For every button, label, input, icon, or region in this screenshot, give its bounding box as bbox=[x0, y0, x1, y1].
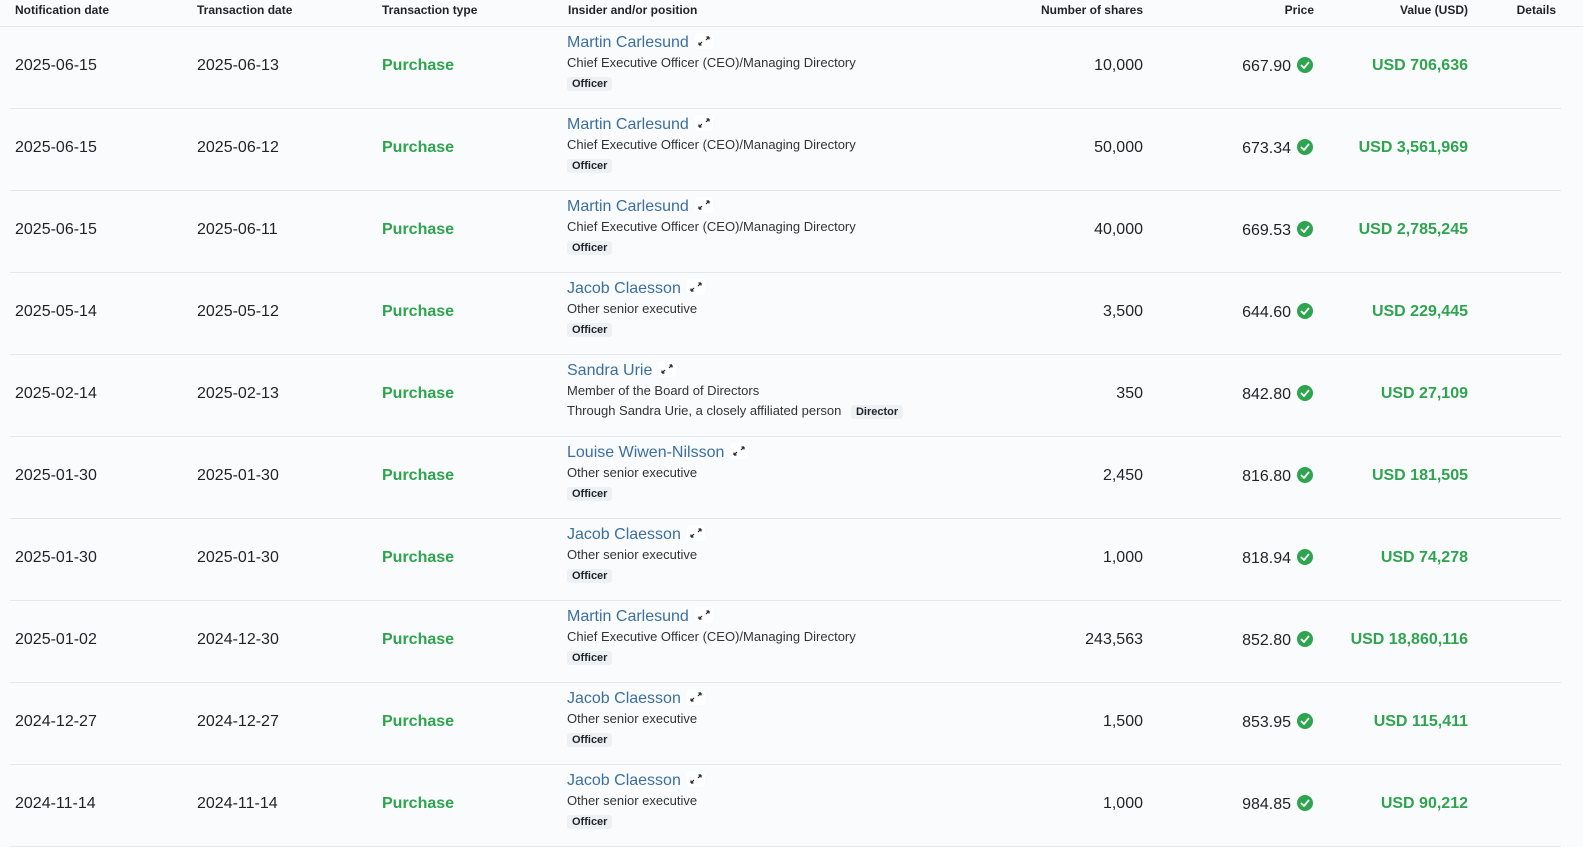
value-usd: USD 229,445 bbox=[1371, 303, 1468, 320]
column-header-shares[interactable]: Number of shares bbox=[1040, 3, 1143, 17]
expand-icon[interactable] bbox=[695, 197, 713, 213]
role-badge: Officer bbox=[567, 651, 612, 665]
value-usd: USD 2,785,245 bbox=[1358, 221, 1468, 238]
price-cell bbox=[1242, 57, 1313, 76]
table-row[interactable] bbox=[10, 601, 1561, 683]
number-of-shares: 1,000 bbox=[1102, 549, 1143, 566]
number-of-shares: 1,500 bbox=[1102, 713, 1143, 730]
value-usd: USD 18,860,116 bbox=[1350, 631, 1468, 648]
column-header-price[interactable]: Price bbox=[1284, 3, 1314, 17]
notification-date: 2025-06-15 bbox=[15, 139, 97, 156]
price-cell bbox=[1242, 385, 1313, 404]
insider-name-link[interactable]: Jacob Claesson bbox=[567, 526, 681, 543]
notification-date: 2024-12-27 bbox=[15, 713, 97, 730]
insider-position: Other senior executive bbox=[567, 711, 698, 726]
price-value: 644.60 bbox=[1242, 304, 1291, 321]
insider-tags bbox=[567, 567, 705, 583]
number-of-shares: 350 bbox=[1116, 385, 1143, 402]
table-row[interactable] bbox=[10, 191, 1561, 273]
insider-name-link[interactable]: Martin Carlesund bbox=[567, 116, 689, 133]
transactions-table-body bbox=[10, 27, 1561, 847]
insider-cell bbox=[567, 361, 903, 419]
transaction-date: 2024-12-30 bbox=[197, 631, 279, 648]
role-badge: Officer bbox=[567, 815, 612, 829]
value-usd: USD 27,109 bbox=[1380, 385, 1468, 402]
transaction-date: 2025-01-30 bbox=[197, 549, 279, 566]
insider-position: Member of the Board of Directors bbox=[567, 383, 760, 398]
price-value: 852.80 bbox=[1242, 632, 1291, 649]
transaction-date: 2025-05-12 bbox=[197, 303, 279, 320]
insider-cell bbox=[567, 607, 856, 665]
price-value: 669.53 bbox=[1242, 222, 1291, 239]
price-cell bbox=[1242, 549, 1313, 568]
insider-cell bbox=[567, 689, 705, 747]
role-badge: Officer bbox=[567, 323, 612, 337]
transaction-type: Purchase bbox=[382, 139, 455, 156]
expand-icon[interactable] bbox=[695, 607, 713, 623]
value-usd: USD 181,505 bbox=[1371, 467, 1468, 484]
table-row[interactable] bbox=[10, 683, 1561, 765]
insider-tags bbox=[567, 731, 705, 747]
table-row[interactable] bbox=[10, 355, 1561, 437]
price-cell bbox=[1242, 467, 1313, 486]
table-row[interactable] bbox=[10, 27, 1561, 109]
notification-date: 2025-06-15 bbox=[15, 221, 97, 238]
insider-tags bbox=[567, 239, 856, 255]
insider-name-link[interactable]: Louise Wiwen-Nilsson bbox=[567, 444, 725, 461]
number-of-shares: 3,500 bbox=[1102, 303, 1143, 320]
insider-name-link[interactable]: Jacob Claesson bbox=[567, 690, 681, 707]
expand-icon[interactable] bbox=[687, 689, 705, 705]
insider-position: Other senior executive bbox=[567, 547, 698, 562]
notification-date: 2025-01-30 bbox=[15, 549, 97, 566]
insider-cell bbox=[567, 197, 856, 255]
check-circle-icon bbox=[1297, 795, 1313, 811]
insider-cell bbox=[567, 115, 856, 173]
transaction-date: 2025-06-13 bbox=[197, 57, 279, 74]
transaction-type: Purchase bbox=[382, 631, 455, 648]
table-row[interactable] bbox=[10, 109, 1561, 191]
insider-cell bbox=[567, 525, 705, 583]
transaction-date: 2024-11-14 bbox=[197, 795, 278, 812]
notification-date: 2025-02-14 bbox=[15, 385, 97, 402]
check-circle-icon bbox=[1297, 385, 1313, 401]
transaction-date: 2025-02-13 bbox=[197, 385, 279, 402]
notification-date: 2024-11-14 bbox=[15, 795, 96, 812]
notification-date: 2025-05-14 bbox=[15, 303, 97, 320]
insider-name-link[interactable]: Martin Carlesund bbox=[567, 198, 689, 215]
check-circle-icon bbox=[1297, 139, 1313, 155]
transaction-date: 2025-06-11 bbox=[197, 221, 278, 238]
expand-icon[interactable] bbox=[730, 443, 748, 459]
insider-cell bbox=[567, 443, 748, 501]
table-row[interactable] bbox=[10, 437, 1561, 519]
number-of-shares: 50,000 bbox=[1094, 139, 1143, 156]
transaction-type: Purchase bbox=[382, 385, 455, 402]
role-badge: Director bbox=[851, 405, 903, 419]
insider-tags bbox=[567, 157, 856, 173]
transaction-date: 2024-12-27 bbox=[197, 713, 279, 730]
number-of-shares: 10,000 bbox=[1094, 57, 1143, 74]
price-cell bbox=[1242, 303, 1313, 322]
table-row[interactable] bbox=[10, 273, 1561, 355]
role-badge: Officer bbox=[567, 159, 612, 173]
column-header-value[interactable]: Value (USD) bbox=[1399, 3, 1468, 17]
price-value: 667.90 bbox=[1242, 58, 1291, 75]
insider-cell bbox=[567, 33, 856, 91]
expand-icon[interactable] bbox=[687, 771, 705, 787]
transaction-type: Purchase bbox=[382, 713, 455, 730]
insider-tags bbox=[567, 649, 856, 665]
insider-position: Other senior executive bbox=[567, 465, 698, 480]
table-header bbox=[0, 0, 1583, 27]
expand-icon[interactable] bbox=[695, 33, 713, 49]
column-header-insider[interactable]: Insider and/or position bbox=[568, 3, 698, 17]
insider-name-link[interactable]: Jacob Claesson bbox=[567, 280, 681, 297]
transaction-date: 2025-06-12 bbox=[197, 139, 279, 156]
column-header-transaction-date[interactable]: Transaction date bbox=[197, 3, 293, 17]
price-value: 673.34 bbox=[1242, 140, 1291, 157]
price-value: 842.80 bbox=[1242, 386, 1291, 403]
role-badge: Officer bbox=[567, 77, 612, 91]
transaction-type: Purchase bbox=[382, 549, 455, 566]
insider-cell bbox=[567, 771, 705, 829]
notification-date: 2025-06-15 bbox=[15, 57, 97, 74]
insider-position: Other senior executive bbox=[567, 301, 698, 316]
role-badge: Officer bbox=[567, 569, 612, 583]
insider-tags bbox=[567, 813, 705, 829]
insider-position: Other senior executive bbox=[567, 793, 698, 808]
check-circle-icon bbox=[1297, 713, 1313, 729]
insider-name-link[interactable]: Martin Carlesund bbox=[567, 608, 689, 625]
column-header-transaction-type[interactable]: Transaction type bbox=[382, 3, 478, 17]
insider-tags bbox=[567, 485, 748, 501]
expand-icon[interactable] bbox=[687, 279, 705, 295]
check-circle-icon bbox=[1297, 467, 1313, 483]
price-value: 818.94 bbox=[1242, 550, 1291, 567]
insider-cell bbox=[567, 279, 705, 337]
column-header-details: Details bbox=[1516, 3, 1556, 17]
insider-position: Chief Executive Officer (CEO)/Managing Directory bbox=[567, 629, 856, 644]
role-badge: Officer bbox=[567, 733, 612, 747]
transaction-type: Purchase bbox=[382, 57, 455, 74]
check-circle-icon bbox=[1297, 221, 1313, 237]
value-usd: USD 74,278 bbox=[1380, 549, 1468, 566]
transaction-type: Purchase bbox=[382, 467, 455, 484]
table-row[interactable] bbox=[10, 519, 1561, 601]
value-usd: USD 706,636 bbox=[1371, 57, 1468, 74]
value-usd: USD 3,561,969 bbox=[1358, 139, 1468, 156]
price-cell bbox=[1242, 713, 1313, 732]
column-header-notification-date[interactable]: Notification date bbox=[15, 3, 110, 17]
insider-position: Chief Executive Officer (CEO)/Managing Directory bbox=[567, 55, 856, 70]
insider-tags bbox=[567, 75, 856, 91]
notification-date: 2025-01-30 bbox=[15, 467, 97, 484]
price-value: 984.85 bbox=[1242, 796, 1291, 813]
insider-name-link[interactable]: Sandra Urie bbox=[567, 362, 653, 379]
expand-icon[interactable] bbox=[695, 115, 713, 131]
check-circle-icon bbox=[1297, 57, 1313, 73]
role-badge: Officer bbox=[567, 241, 612, 255]
insider-tags bbox=[567, 403, 903, 419]
notification-date: 2025-01-02 bbox=[15, 631, 97, 648]
value-usd: USD 115,411 bbox=[1373, 713, 1468, 730]
check-circle-icon bbox=[1297, 303, 1313, 319]
table-row[interactable] bbox=[10, 765, 1561, 847]
price-cell bbox=[1242, 631, 1313, 650]
transaction-type: Purchase bbox=[382, 795, 455, 812]
transaction-type: Purchase bbox=[382, 303, 455, 320]
price-cell bbox=[1242, 139, 1313, 158]
insider-note: Through Sandra Urie, a closely affiliated person bbox=[567, 403, 842, 418]
number-of-shares: 1,000 bbox=[1102, 795, 1143, 812]
role-badge: Officer bbox=[567, 487, 612, 501]
check-circle-icon bbox=[1297, 549, 1313, 565]
insider-position: Chief Executive Officer (CEO)/Managing Directory bbox=[567, 137, 856, 152]
insider-position: Chief Executive Officer (CEO)/Managing Directory bbox=[567, 219, 856, 234]
price-value: 816.80 bbox=[1242, 468, 1291, 485]
price-cell bbox=[1242, 795, 1313, 814]
insider-name-link[interactable]: Jacob Claesson bbox=[567, 772, 681, 789]
expand-icon[interactable] bbox=[687, 525, 705, 541]
number-of-shares: 243,563 bbox=[1085, 631, 1143, 648]
price-cell bbox=[1242, 221, 1313, 240]
price-value: 853.95 bbox=[1242, 714, 1291, 731]
value-usd: USD 90,212 bbox=[1380, 795, 1468, 812]
insider-name-link[interactable]: Martin Carlesund bbox=[567, 34, 689, 51]
number-of-shares: 2,450 bbox=[1102, 467, 1143, 484]
expand-icon[interactable] bbox=[658, 361, 676, 377]
transaction-date: 2025-01-30 bbox=[197, 467, 279, 484]
number-of-shares: 40,000 bbox=[1094, 221, 1143, 238]
transaction-type: Purchase bbox=[382, 221, 455, 238]
check-circle-icon bbox=[1297, 631, 1313, 647]
insider-tags bbox=[567, 321, 705, 337]
